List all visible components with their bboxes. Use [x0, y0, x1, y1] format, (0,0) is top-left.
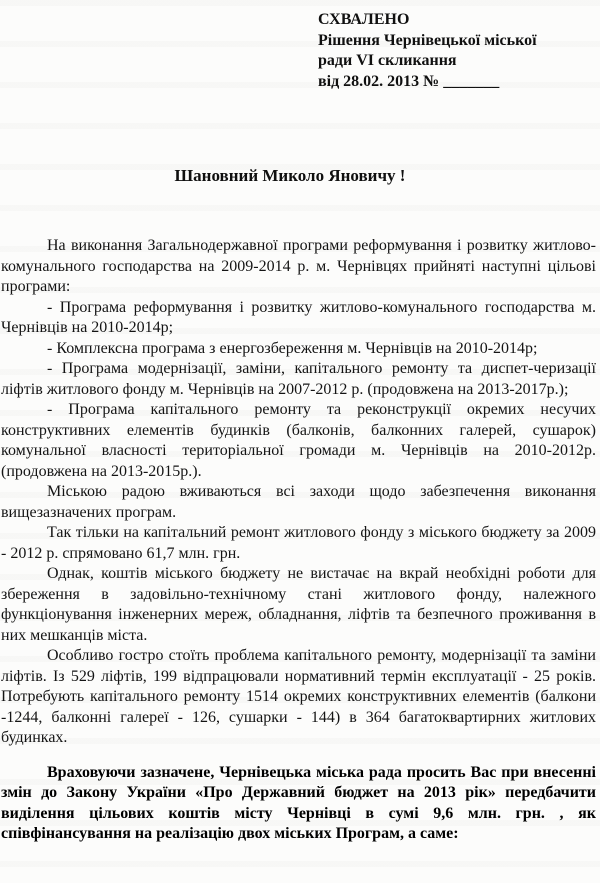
program-list-item-energy: - Комплексна програма з енергозбереження м. Чернівців на 2010-2014р; [47, 339, 538, 357]
salutation: Шановний Миколо Яновичу ! [174, 166, 406, 185]
paragraph-funding-request: Враховуючи зазначене, Чернівецька міська рада просить Вас при внесенні змін до Закону України «Про Державний бюджет на 2013 рік» передбачити виділення цільових коштів місту Чернівці в сумі 9,6 млн. грн. , як співфінансування на реалізацію двох міських Програм, а саме: [1, 763, 596, 842]
paragraph-lack-of-funds: Однак, коштів міського бюджету не вистачає на вкрай необхідні роботи для збереження в задовільно-технічному стані житлового фонду, належного функціонування інженерних мереж, обладнання, ліфтів та безпечного проживання в них мешканців міста. [1, 565, 596, 644]
approval-line-council: ради VI скликання [318, 52, 457, 69]
approval-line-date-number: від 28.02. 2013 № _______ [318, 72, 500, 90]
approval-stamp-block [318, 0, 594, 92]
program-list-item-elevators: - Програма модернізації, заміни, капітального ремонту та диспет-черизації ліфтів житлового фонду м. Чернівців на 2007-2012 р. (продовжена на 2013-2017р.); [1, 360, 596, 398]
paragraph-intro: На виконання Загальнодержавної програми реформування і розвитку житлово-комунального господарства на 2009-2014 р. м. Чернівцях прийняті наступні цільові програми: [1, 237, 596, 295]
program-list-item-reform: - Програма реформування і розвитку житлово-комунального господарства м. Чернівців на 2010-2014р; [1, 298, 596, 336]
document-body [0, 236, 600, 845]
program-list-item-repair: - Програма капітального ремонту та реконструкції окремих несучих конструктивних елементів будинків (балконів, балконних галерей, сушарок) комунальної власності територіальної громади м. Чернівців на 2010-2012р. (продовжена на 2013-2015р.). [1, 401, 596, 480]
paragraph-measures: Міською радою вживаються всі заходи щодо забезпечення виконання вищезазначених програм. [1, 483, 596, 521]
approval-line-decision: Рішення Чернівецької міської [318, 31, 537, 49]
paragraph-elevator-problem: Особливо гостро стоїть проблема капітального ремонту, модернізації та заміни ліфтів. Із 529 ліфтів, 199 відпрацювали нормативний термін експлуатації - 25 років. Потребують капітального ремонту 1514 окремих конструктивних елементів (балкони -1244, балконні галереї - 126, сушарки - 144) в 364 багатоквартирних житлових будинках. [1, 647, 596, 746]
paragraph-budget-spent: Так тільки на капітальний ремонт житлового фонду з міського бюджету за 2009 - 2012 р. спрямовано 61,7 млн. грн. [1, 524, 596, 562]
approval-line-schvaleno: СХВАЛЕНО [318, 11, 410, 28]
